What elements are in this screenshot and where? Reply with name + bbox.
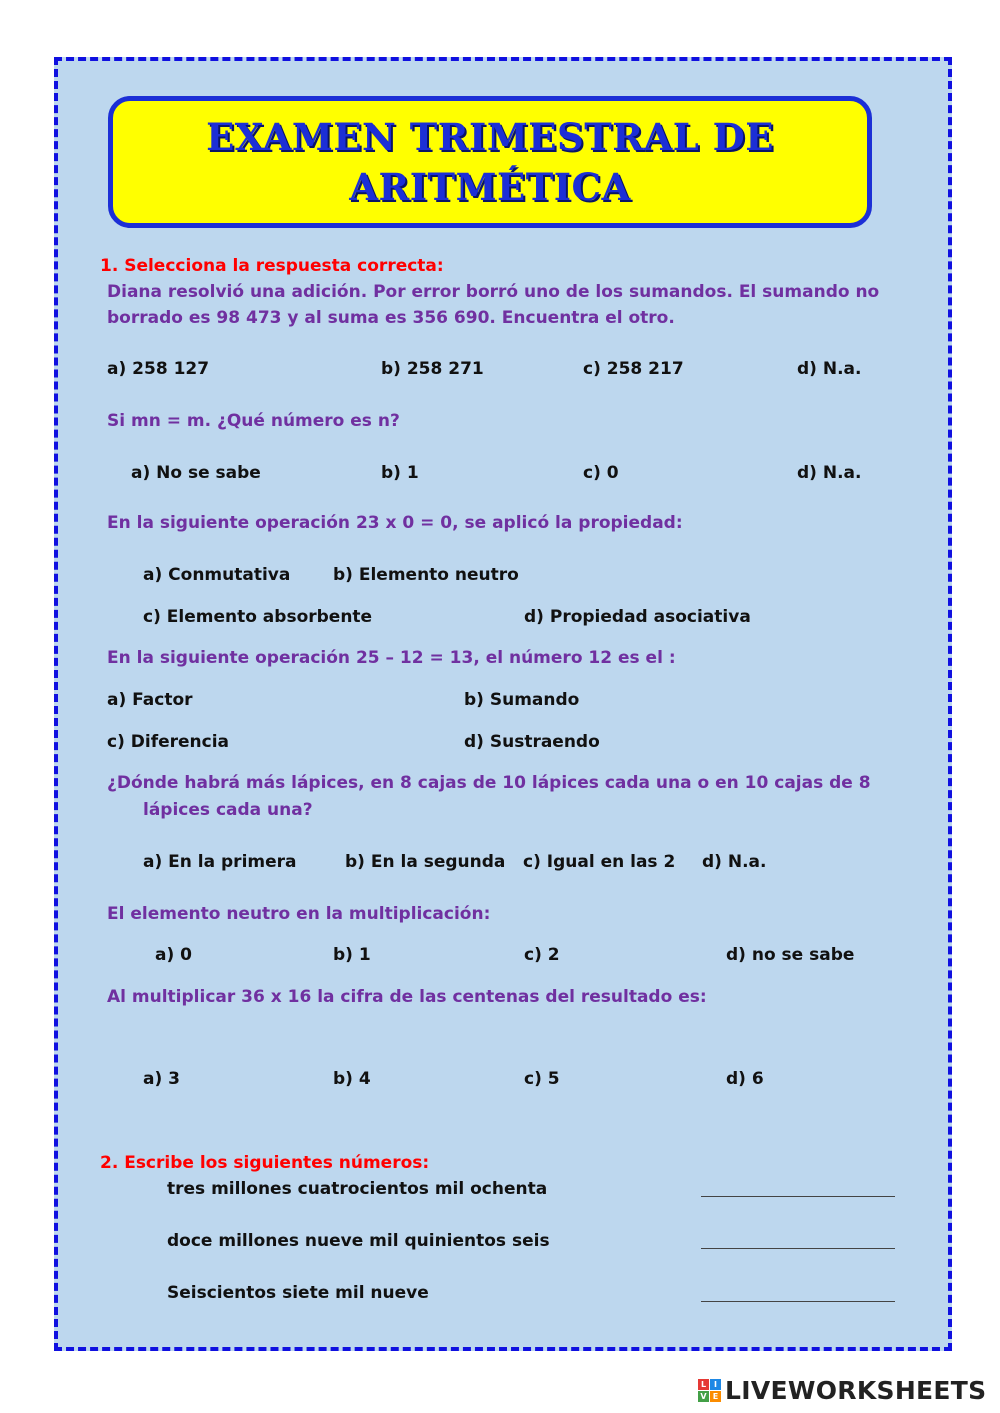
logo-text: LIVEWORKSHEETS: [725, 1376, 987, 1405]
q5-option-c[interactable]: c) Igual en las 2: [523, 852, 676, 872]
title-line-1: EXAMEN TRIMESTRAL DE: [206, 115, 774, 159]
question-7: Al multiplicar 36 x 16 la cifra de las centenas del resultado es:: [107, 987, 707, 1007]
logo-mark-icon: L I V E: [698, 1379, 721, 1402]
q2-option-b[interactable]: b) 1: [381, 463, 419, 483]
q3-option-a[interactable]: a) Conmutativa: [143, 565, 291, 585]
q2-option-c[interactable]: c) 0: [583, 463, 619, 483]
q1-option-b[interactable]: b) 258 271: [381, 359, 484, 379]
question-6: El elemento neutro en la multiplicación:: [107, 904, 491, 924]
answer-line-2[interactable]: [701, 1248, 895, 1249]
write-number-item-2: doce millones nueve mil quinientos seis: [167, 1231, 550, 1251]
title-banner: [108, 96, 872, 228]
question-5-line-1: ¿Dónde habrá más lápices, en 8 cajas de 10 lápices cada una o en 10 cajas de 8: [107, 773, 871, 793]
question-3: En la siguiente operación 23 x 0 = 0, se aplicó la propiedad:: [107, 513, 683, 533]
liveworksheets-logo: [698, 1376, 986, 1405]
q5-option-d[interactable]: d) N.a.: [702, 852, 767, 872]
answer-line-1[interactable]: [701, 1196, 895, 1197]
question-1-line-1: Diana resolvió una adición. Por error borró uno de los sumandos. El sumando no: [107, 282, 880, 302]
q7-option-c[interactable]: c) 5: [524, 1069, 560, 1089]
q4-option-a[interactable]: a) Factor: [107, 690, 193, 710]
write-number-item-3: Seiscientos siete mil nueve: [167, 1283, 429, 1303]
write-number-item-1: tres millones cuatrocientos mil ochenta: [167, 1179, 548, 1199]
question-1-line-2: borrado es 98 473 y al suma es 356 690. Encuentra el otro.: [107, 308, 675, 328]
q2-option-a[interactable]: a) No se sabe: [131, 463, 261, 483]
q2-option-d[interactable]: d) N.a.: [797, 463, 862, 483]
q1-option-d[interactable]: d) N.a.: [797, 359, 862, 379]
q5-option-b[interactable]: b) En la segunda: [345, 852, 506, 872]
q6-option-d[interactable]: d) no se sabe: [726, 945, 855, 965]
question-5-line-2: lápices cada una?: [143, 800, 313, 820]
q6-option-a[interactable]: a) 0: [155, 945, 192, 965]
q3-option-d[interactable]: d) Propiedad asociativa: [524, 607, 751, 627]
q4-option-c[interactable]: c) Diferencia: [107, 732, 230, 752]
section-1-heading: 1. Selecciona la respuesta correcta:: [100, 256, 444, 276]
q4-option-d[interactable]: d) Sustraendo: [464, 732, 600, 752]
q5-option-a[interactable]: a) En la primera: [143, 852, 297, 872]
q7-option-b[interactable]: b) 4: [333, 1069, 371, 1089]
question-2: Si mn = m. ¿Qué número es n?: [107, 411, 400, 431]
answer-line-3[interactable]: [701, 1301, 895, 1302]
q1-option-c[interactable]: c) 258 217: [583, 359, 684, 379]
q6-option-c[interactable]: c) 2: [524, 945, 560, 965]
question-4: En la siguiente operación 25 – 12 = 13, el número 12 es el :: [107, 648, 676, 668]
q3-option-c[interactable]: c) Elemento absorbente: [143, 607, 373, 627]
q4-option-b[interactable]: b) Sumando: [464, 690, 580, 710]
q7-option-d[interactable]: d) 6: [726, 1069, 764, 1089]
page-title: [206, 112, 774, 212]
q3-option-b[interactable]: b) Elemento neutro: [333, 565, 519, 585]
section-2-heading: 2. Escribe los siguientes números:: [100, 1153, 430, 1173]
q6-option-b[interactable]: b) 1: [333, 945, 371, 965]
title-line-2: ARITMÉTICA: [349, 165, 631, 209]
q1-option-a[interactable]: a) 258 127: [107, 359, 210, 379]
q7-option-a[interactable]: a) 3: [143, 1069, 180, 1089]
